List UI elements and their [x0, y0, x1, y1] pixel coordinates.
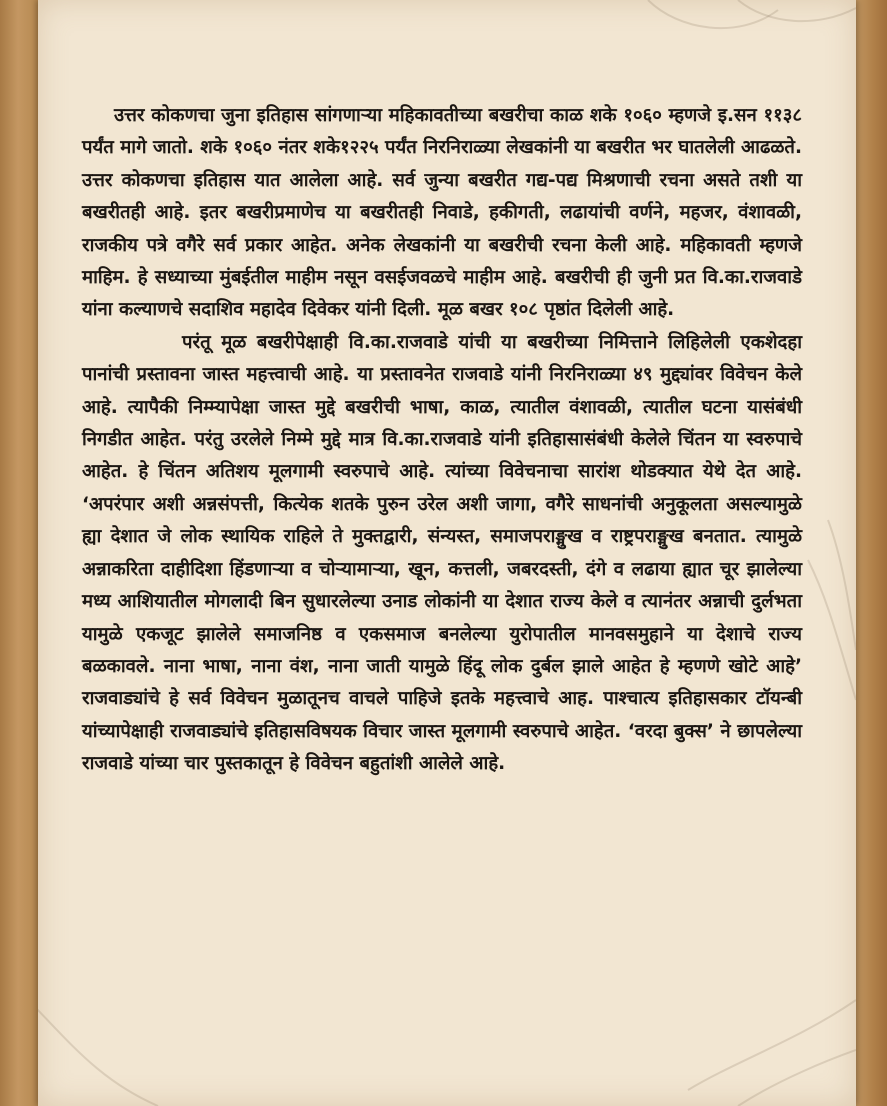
paragraph-intro: उत्तर कोकणचा जुना इतिहास सांगणाऱ्या महिकावतीच्या बखरीचा काळ शके १०६० म्हणजे इ.सन ११३८ पर्यंत मागे जातो. शके १०६० नंतर शके१२२५ पर्यंत निरनिराळ्या लेखकांनी या बखरीत भर घातलेली आढळते. उत्तर कोकणचा इतिहास यात आलेला आहे. सर्व जुन्या बखरीत गद्य-पद्य मिश्रणाची रचना असते तशी या बखरीतही आहे. इतर बखरीप्रमाणेच या बखरीतही निवाडे, हकीगती, लढायांची वर्णने, महजर, वंशावळी, राजकीय पत्रे वगैरे सर्व प्रकार आहेत. अनेक लेखकांनी या बखरीची रचना केली आहे. महिकावती म्हणजे माहिम. हे सध्याच्या मुंबईतील माहीम नसून वसईजवळचे माहीम आहे. बखरीची ही जुनी प्रत वि.का.राजवाडे यांना कल्याणचे सदाशिव महादेव दिवेकर यांनी दिली. मूळ बखर १०८ पृष्ठांत दिलेली आहे. — [82, 105, 802, 321]
body-text — [82, 100, 802, 781]
back-cover-page — [38, 0, 856, 1106]
book-cover-left-edge — [0, 0, 40, 1106]
paragraph-prastavana: परंतू मूळ बखरीपेक्षाही वि.का.राजवाडे यांची या बखरीच्या निमित्ताने लिहिलेली एकशेदहा पानांची प्रस्तावना जास्त महत्त्वाची आहे. या प्रस्तावनेत राजवाडे यांनी निरनिराळ्या ४९ मुद्द्यांवर विवेचन केले आहे. त्यापैकी निम्म्यापेक्षा जास्त मुद्दे बखरीची भाषा, काळ, त्यातील वंशावळी, त्यातील घटना यासंबंधी निगडीत आहेत. परंतु उरलेले निम्मे मुद्दे मात्र वि.का.राजवाडे यांनी इतिहासासंबंधी केलेले चिंतन या स्वरुपाचे आहेत. हे चिंतन अतिशय मूलगामी स्वरुपाचे आहे. त्यांच्या विवेचनाचा सारांश थोडक्यात येथे देत आहे. ‘अपरंपार अशी अन्नसंपत्ती, कित्येक शतके पुरुन उरेल अशी जागा, वगैरे साधनांची अनुकूलता असल्यामुळे ह्या देशात जे लोक स्थायिक राहिले ते मुक्तद्वारी, संन्यस्त, समाजपराङ्मुख व राष्ट्रपराङ्मुख बनतात. त्यामुळे अन्नाकरिता दाहीदिशा हिंडणाऱ्या व चोऱ्यामाऱ्या, खून, कत्तली, जबरदस्ती, दंगे व लढाया ह्यात चूर झालेल्या मध्य आशियातील मोगलादी बिन सुधारलेल्या उनाड लोकांनी या देशात राज्य केले व त्यानंतर अन्नाची दुर्लभता यामुळे एकजूट झालेले समाजनिष्ठ व एकसमाज बनलेल्या युरोपातील मानवसमुहाने या देशाचे राज्य बळकावले. नाना भाषा, नाना वंश, नाना जाती यामुळे हिंदू लोक दुर्बल झाले आहेत हे म्हणणे खोटे आहे’ राजवाड्यांचे हे सर्व विवेचन मुळातूनच वाचले पाहिजे इतके महत्त्वाचे आह. पाश्चात्य इतिहासकार टॉयन्बी यांच्यापेक्षाही राजवाड्यांचे इतिहासविषयक विचार जास्त मूलगामी स्वरुपाचे आहेत. ‘वरदा बुक्स’ ने छापलेल्या राजवाडे यांच्या चार पुस्तकातून हे विवेचन बहुतांशी आलेले आहे. — [82, 331, 802, 775]
book-cover-right-edge — [853, 0, 887, 1106]
